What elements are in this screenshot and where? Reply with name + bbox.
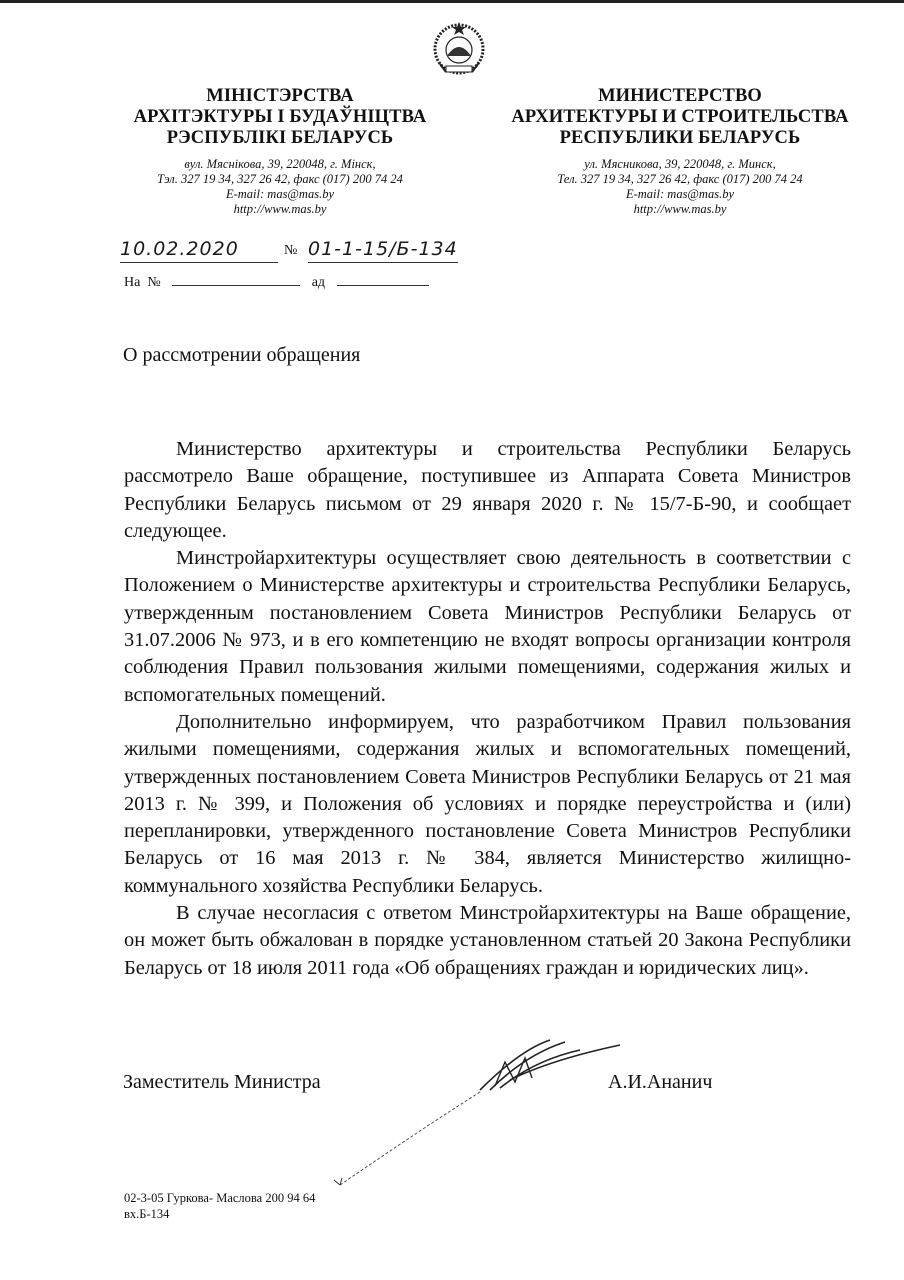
outgoing-number: 01-1-15/Б-134: [308, 238, 458, 263]
letter-body: [124, 436, 851, 982]
signatory-name: А.И.Ананич: [608, 1071, 713, 1093]
executor-footer: [124, 1190, 315, 1222]
incoming-number: вх.Б-134: [124, 1207, 170, 1221]
ministry-title-line: РЕСПУБЛИКИ БЕЛАРУСЬ: [559, 128, 801, 148]
ministry-title-line: АРХІТЭКТУРЫ І БУДАЎНІЦТВА: [133, 107, 427, 127]
reply-to-label: На №: [124, 275, 161, 290]
state-emblem-belarus-icon: [430, 16, 488, 78]
reply-reference-line: [124, 273, 429, 291]
website-line: http://www.mas.by: [233, 202, 327, 216]
executor-info: 02-3-05 Гуркова- Маслова 200 94 64: [124, 1191, 316, 1205]
body-paragraph: Дополнительно информируем, что разработчиком Правил пользования жилыми помещениями, содержания жилых и вспомогательных помещений, утвержденных постановлением Совета Министров Республики Беларусь от 21 мая 2013 г. № 399, и Положения об условиях и порядке переустройства и (или) перепланировки, утвержденного постановление Совета Министров Республики Беларусь от 16 мая 2013 г. № 384, является Министерство жилищно-коммунального хозяйства Республики Беларусь.: [124, 710, 851, 897]
reply-date-blank: [337, 273, 429, 286]
address-line: вул. Мяснікова, 39, 220048, г. Мінск,: [184, 157, 376, 171]
ministry-title-line: МІНІСТЭРСТВА: [206, 86, 354, 106]
address-line: ул. Мясникова, 39, 220048, г. Минск,: [584, 157, 776, 171]
body-paragraph: Минстройархитектуры осуществляет свою деятельность в соответствии с Положением о Министерстве архитектуры и строительства Республики Беларусь, утвержденным постановлением Совета Министров Республики Беларусь от 31.07.2006 № 973, и в его компетенцию не входят вопросы организации контроля соблюдения Правил пользования жилыми помещениями, содержания жилых и вспомогательных помещений.: [124, 547, 851, 706]
email-line: E-mail: mas@mas.by: [225, 187, 334, 201]
scan-edge-line: [0, 0, 904, 3]
handwritten-signature-icon: [320, 1020, 640, 1190]
phone-line: Тел. 327 19 34, 327 26 42, факс (017) 200 74 24: [557, 172, 803, 186]
header-russian: [490, 86, 870, 217]
signatory-position: Заместитель Министра: [123, 1071, 321, 1093]
number-label: №: [284, 243, 298, 258]
ministry-title-line: РЭСПУБЛІКІ БЕЛАРУСЬ: [166, 128, 394, 148]
email-line: E-mail: mas@mas.by: [625, 187, 734, 201]
website-line: http://www.mas.by: [633, 202, 727, 216]
ministry-title-line: АРХИТЕКТУРЫ И СТРОИТЕЛЬСТВА: [511, 107, 849, 127]
body-paragraph: В случае несогласия с ответом Минстройархитектуры на Ваше обращение, он может быть обжалован в порядке установленном статьей 20 Закона Республики Беларусь от 18 июля 2011 года «Об обращениях граждан и юридических лиц».: [124, 902, 851, 979]
ministry-title-line: МИНИСТЕРСТВО: [598, 86, 762, 106]
outgoing-date: 10.02.2020: [120, 238, 278, 263]
header-belarusian: [100, 86, 460, 217]
body-paragraph: Министерство архитектуры и строительства Республики Беларусь рассмотрело Ваше обращение, поступившее из Аппарата Совета Министров Республики Беларусь письмом от 29 января 2020 г. № 15/7-Б-90, и сообщает следующее.: [124, 438, 851, 542]
registration-line: [118, 238, 458, 268]
from-label: ад: [311, 275, 326, 290]
phone-line: Тэл. 327 19 34, 327 26 42, факс (017) 200 74 24: [157, 172, 403, 186]
letter-subject: О рассмотрении обращения: [123, 344, 361, 366]
reply-number-blank: [172, 273, 300, 286]
